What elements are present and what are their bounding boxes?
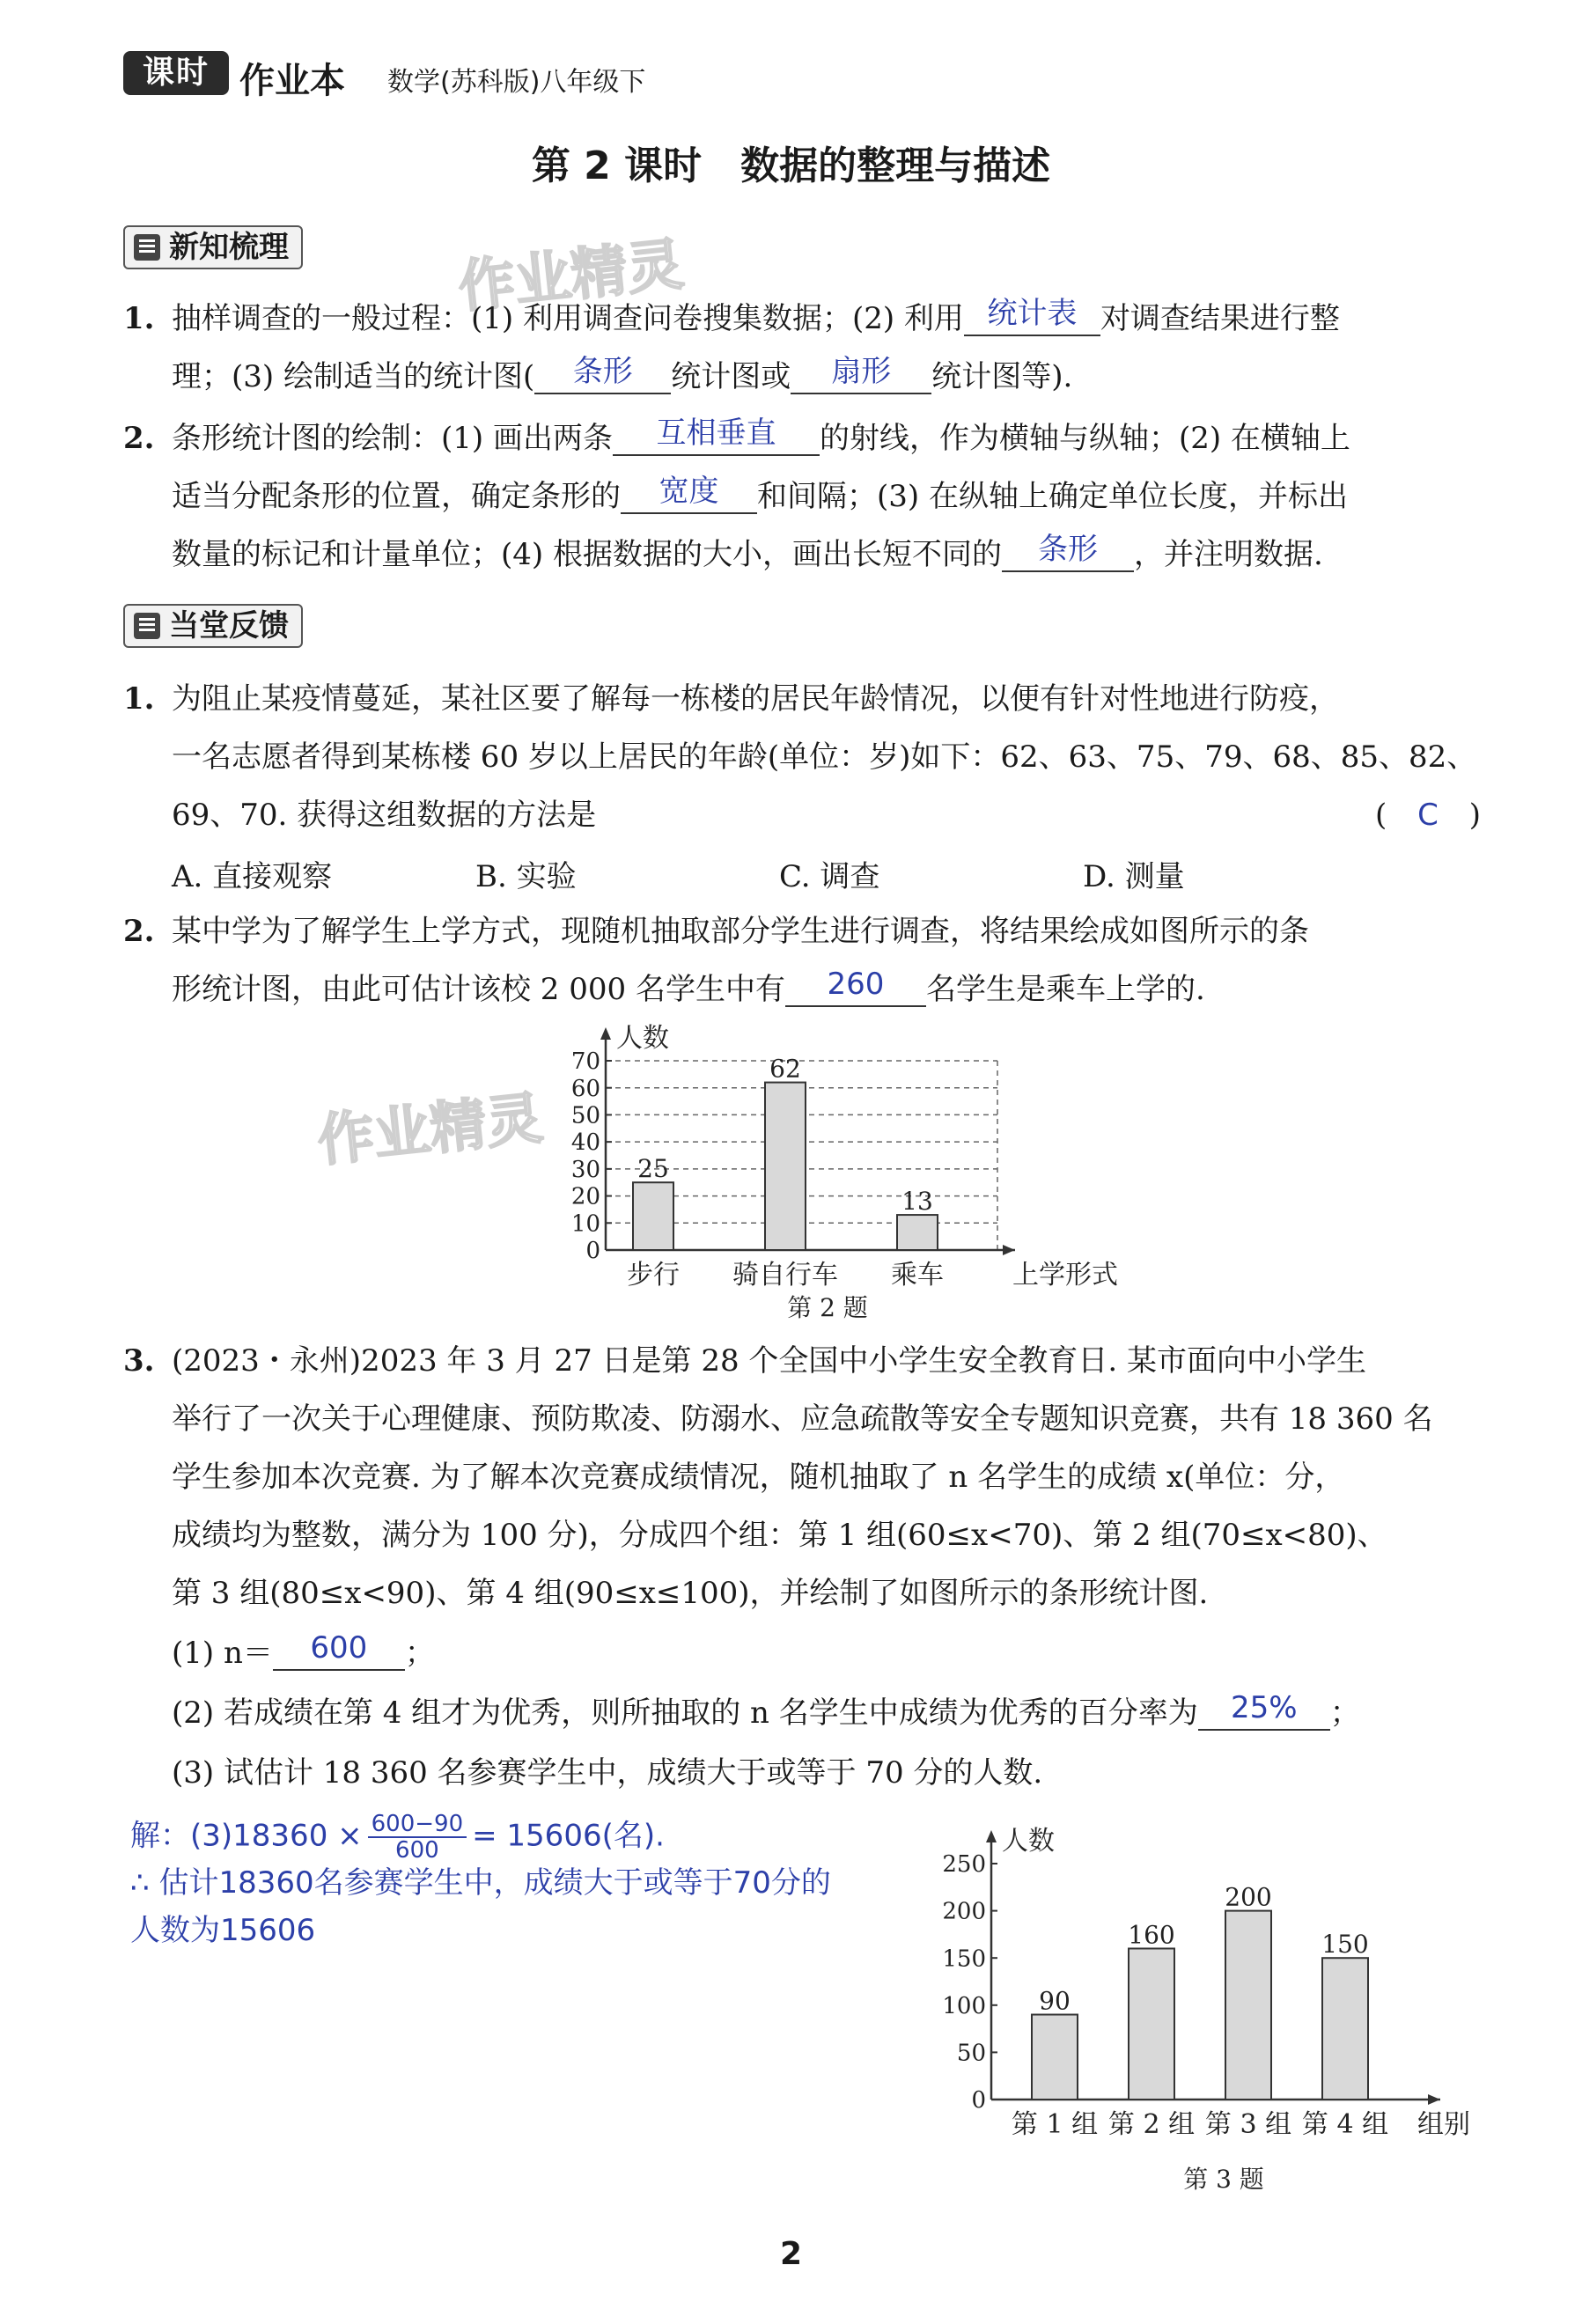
y-tick-label: 0 <box>971 2087 986 2114</box>
category-label: 骑自行车 <box>732 1260 838 1291</box>
y-axis-label: 人数 <box>616 1023 669 1054</box>
section-new-knowledge <box>123 225 303 269</box>
category-label: 步行 <box>627 1260 680 1291</box>
x-axis-label: 上学形式 <box>1012 1260 1118 1291</box>
y-axis-arrow <box>600 1027 611 1040</box>
watermark: 作业精灵 <box>314 1085 546 1175</box>
answer-parentheses: ( C ) <box>1375 794 1481 836</box>
y-tick-label: 50 <box>956 2040 986 2067</box>
question-line: 第 3 组(80≤x<90)、第 4 组(90≤x≤100)，并绘制了如图所示的条形统计图. <box>172 1576 1209 1611</box>
question-number: 2. <box>123 421 155 456</box>
choice-answer: C <box>1417 798 1439 833</box>
data-label: 200 <box>1225 1882 1272 1912</box>
chart-commute <box>537 1021 1118 1329</box>
y-axis-label: 人数 <box>1002 1826 1055 1857</box>
fraction: $\frac{600-90}{600}$ <box>368 1812 467 1863</box>
question-line: (2) 若成绩在第 4 组才为优秀，则所抽取的 n 名学生中成绩为优秀的百分率为 25% ； <box>172 1692 1479 1736</box>
question-number: 2. <box>123 914 155 949</box>
section-label: 新知梳理 <box>169 230 289 265</box>
y-tick-label: 30 <box>570 1156 600 1183</box>
bar <box>1032 2015 1078 2100</box>
x-axis-label: 组别 <box>1417 2109 1470 2140</box>
category-label: 第 4 组 <box>1301 2109 1389 2140</box>
bar <box>1129 1948 1174 2100</box>
choice-item: C. 调查 <box>779 859 880 894</box>
question-line: 理；(3) 绘制适当的统计图( 条形 统计图或 扇形 统计图等). <box>172 356 1479 400</box>
data-label: 13 <box>901 1187 933 1217</box>
question-number: 3. <box>123 1343 155 1379</box>
answer-blank: 25% <box>1198 1687 1330 1731</box>
category-label: 第 1 组 <box>1011 2109 1099 2140</box>
section-feedback <box>123 604 303 648</box>
y-axis-arrow <box>986 1830 997 1842</box>
data-label: 25 <box>637 1154 669 1184</box>
bar <box>1225 1911 1271 2100</box>
question-line: 抽样调查的一般过程：(1) 利用调查问卷搜集数据；(2) 利用 统计表 对调查结果进行整 <box>172 298 1479 342</box>
data-label: 160 <box>1128 1920 1175 1950</box>
choice-list <box>172 852 1387 895</box>
data-label: 150 <box>1321 1930 1369 1960</box>
answer-blank: 600 <box>273 1627 405 1671</box>
chart-score-groups <box>916 1800 1497 2205</box>
question-line: 形统计图，由此可估计该校 2 000 名学生中有 260 名学生是乘车上学的. <box>172 968 1479 1012</box>
notebook-icon <box>134 234 160 261</box>
y-tick-label: 10 <box>570 1210 600 1238</box>
question-line: 举行了一次关于心理健康、预防欺凌、防溺水、应急疏散等安全专题知识竞赛，共有 18 360 名 <box>172 1401 1433 1437</box>
question-number: 1. <box>123 301 155 336</box>
pencil-icon <box>134 613 160 639</box>
solution-line: 解：(3)18360 × $\frac{600-90}{600}$ = 15606(名). <box>130 1811 665 1864</box>
y-tick-label: 40 <box>570 1129 600 1157</box>
y-tick-label: 0 <box>585 1238 600 1265</box>
question-line: 数量的标记和计量单位；(4) 根据数据的大小，画出长短不同的 条形 ，并注明数据. <box>172 533 1479 577</box>
y-tick-label: 20 <box>570 1183 600 1210</box>
chart-caption: 第 3 题 <box>1183 2165 1264 2194</box>
data-label: 90 <box>1039 1986 1071 2016</box>
bar <box>897 1215 938 1250</box>
x-axis-arrow <box>1003 1245 1015 1255</box>
answer-blank: 扇形 <box>791 350 931 394</box>
question-line: 某中学为了解学生上学方式，现随机抽取部分学生进行调查，将结果绘成如图所示的条 <box>172 914 1309 949</box>
category-label: 第 3 组 <box>1204 2109 1292 2140</box>
category-label: 第 2 组 <box>1107 2109 1196 2140</box>
chart-caption: 第 2 题 <box>787 1293 868 1322</box>
question-line: 适当分配条形的位置，确定条形的 宽度 和间隔；(3) 在纵轴上确定单位长度，并标出 <box>172 475 1479 519</box>
answer-blank: 宽度 <box>621 470 757 514</box>
question-line: (1) n＝ 600 ； <box>172 1632 1479 1676</box>
book-subject: 数学(苏科版)八年级下 <box>387 67 646 98</box>
answer-blank: 260 <box>785 963 926 1007</box>
answer-blank: 互相垂直 <box>613 412 820 456</box>
choice-item: B. 实验 <box>475 859 577 894</box>
y-tick-label: 60 <box>570 1075 600 1102</box>
y-tick-label: 250 <box>942 1851 986 1879</box>
solution-line: ∴ 估计18360名参赛学生中，成绩大于或等于70分的 <box>130 1865 831 1901</box>
question-line: (3) 试估计 18 360 名参赛学生中，成绩大于或等于 70 分的人数. <box>172 1755 1043 1791</box>
choice-item: D. 测量 <box>1083 859 1185 894</box>
question-line: 为阻止某疫情蔓延，某社区要了解每一栋楼的居民年龄情况，以便有针对性地进行防疫， <box>172 681 1339 717</box>
book-name: 作业本 <box>239 61 345 101</box>
watermark: 作业精灵 <box>455 232 687 321</box>
page-title: 第 2 课时 数据的整理与描述 <box>531 143 1051 188</box>
question-line: 一名志愿者得到某栋楼 60 岁以上居民的年龄(单位：岁)如下：62、63、75、79、68、85、82、 <box>172 739 1477 775</box>
bar <box>633 1182 673 1250</box>
choice-item: A. 直接观察 <box>172 859 333 894</box>
answer-blank: 统计表 <box>964 292 1100 336</box>
solution-line: 人数为15606 <box>130 1913 316 1948</box>
y-tick-label: 70 <box>570 1048 600 1076</box>
question-line: 学生参加本次竞赛. 为了解本次竞赛成绩情况，随机抽取了 n 名学生的成绩 x(单位：分， <box>172 1460 1345 1495</box>
y-tick-label: 100 <box>942 1992 986 2019</box>
x-axis-arrow <box>1428 2094 1440 2105</box>
question-line: 69、70. 获得这组数据的方法是 <box>172 798 597 833</box>
y-tick-label: 200 <box>942 1898 986 1925</box>
question-line: (2023・永州)2023 年 3 月 27 日是第 28 个全国中小学生安全教育日. 某市面向中小学生 <box>172 1343 1367 1379</box>
section-label: 当堂反馈 <box>169 608 289 644</box>
answer-blank: 条形 <box>534 350 671 394</box>
bar <box>1322 1958 1368 2100</box>
category-label: 乘车 <box>891 1260 944 1291</box>
question-line: 成绩均为整数，满分为 100 分)，分成四个组：第 1 组(60≤x<70)、第 2 组(70≤x<80)、 <box>172 1518 1387 1553</box>
question-line: 条形统计图的绘制：(1) 画出两条 互相垂直 的射线，作为横轴与纵轴；(2) 在横轴上 <box>172 417 1479 461</box>
question-number: 1. <box>123 681 155 717</box>
bar <box>765 1083 806 1250</box>
y-tick-label: 50 <box>570 1102 600 1129</box>
book-logo: 课时 <box>123 51 229 95</box>
y-tick-label: 150 <box>942 1945 986 1973</box>
data-label: 62 <box>769 1054 801 1084</box>
answer-blank: 条形 <box>1002 528 1134 572</box>
page-number: 2 <box>779 2236 803 2272</box>
